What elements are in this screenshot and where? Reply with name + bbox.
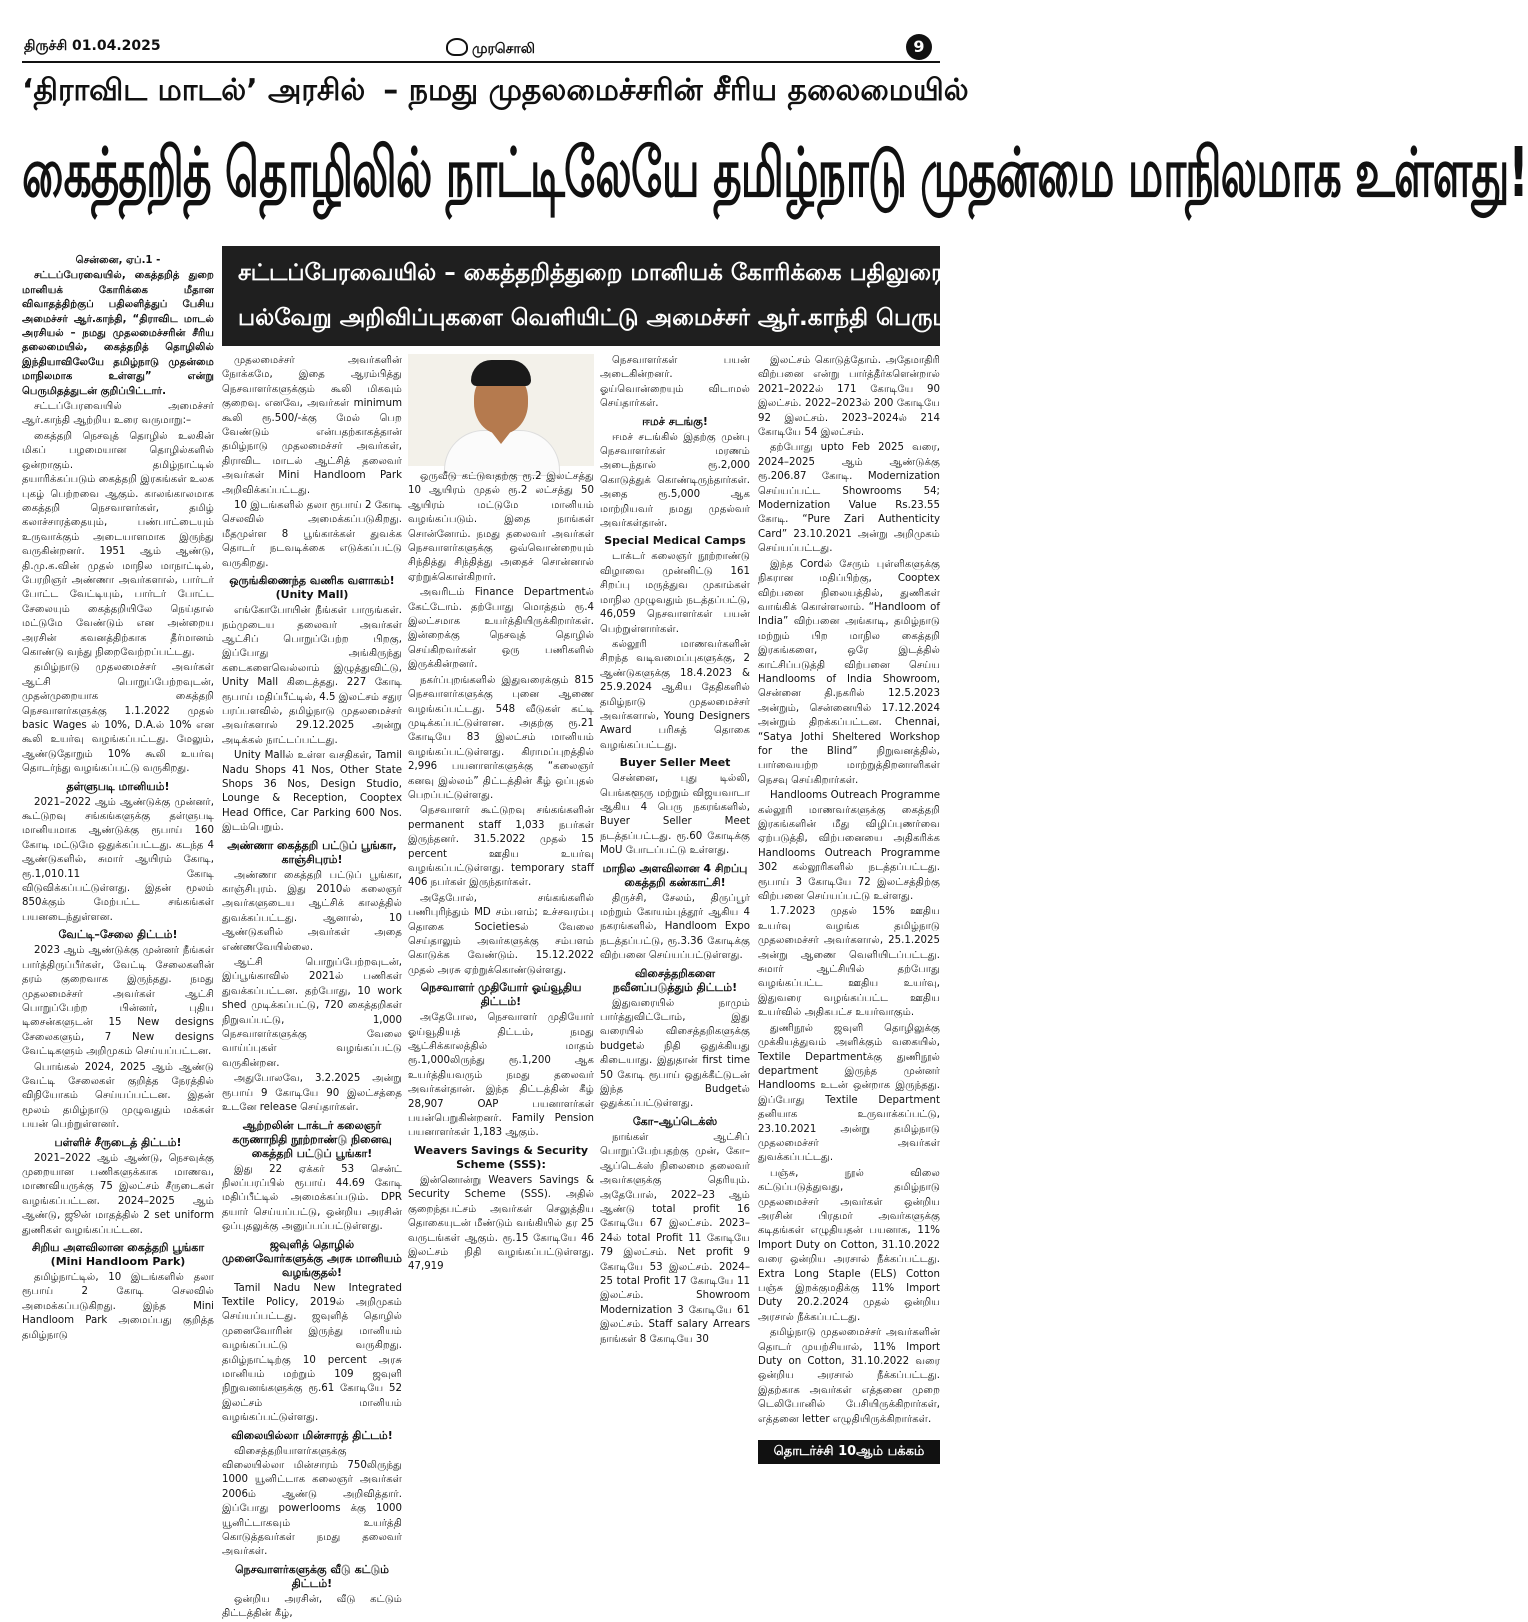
paragraph: பொங்கல் 2024, 2025 ஆம் ஆண்டு வேட்டி சேலைகள் குறித்த நேரத்தில் விநியோகம் செய்யப்பட்டன. இதன் மூலம் தமிழ்நாடு முழுவதும் மக்கள் பயன் பெற்றுள்ளனர்.	[22, 1061, 214, 1131]
subhead-box	[222, 246, 1000, 346]
section-heading: விசைத்தறிகளை நவீனப்படுத்தும் திட்டம்!	[612, 966, 738, 994]
newspaper-logo	[446, 38, 535, 59]
section-heading: வேட்டி–சேலை திட்டம்!	[58, 928, 178, 942]
paragraph: 2021–2022 ஆம் ஆண்டுக்கு முன்னர், கூட்டுறவு சங்கங்களுக்கு தள்ளுபடி மானியமாக ஆண்டுக்கு ரூபாய் 160 கோடி மட்டுமே ஒதுக்கப்பட்டது. கடந்த 4 ஆண்டுகளில், சுமார் ஆயிரம் கோடி, ரூ.1,010.11 கோடி விடுவிக்கப்பட்டுள்ளது. இதன் மூலம் 850க்கும் மேற்பட்ட சங்கங்கள் பயனடைந்துள்ளன.	[22, 796, 214, 923]
paragraph: அவரிடம் Finance Departmentல் கேட்டோம். தற்போது மொத்தம் ரூ.4 இலட்சமாக உயர்த்தியிருக்கிறார்கள். இன்றைக்கு நெசவுத் தொழில் செய்கிறவர்கள் ஒரு பணிகளில் இருக்கின்றனர்.	[408, 587, 594, 671]
article-column-4	[600, 354, 750, 1490]
issue-date: திருச்சி 01.04.2025	[24, 38, 161, 54]
paragraph: இலட்சம் கொடுத்தோம். அதேமாதிரி விற்பனை என்று பார்த்தீர்களென்றால் 2021–2022ல் 171 கோடியே 90 இலட்சம். 2022–2023ல் 200 கோடியே 92 இலட்சம். 2023–2024ல் 214 கோடியே 54 இலட்சம்.	[758, 355, 940, 439]
section-heading: ஒருங்கிணைந்த வணிக வளாகம்! (Unity Mall)	[229, 574, 395, 602]
paragraph: துணிநூல் ஜவுளி தொழிலுக்கு முக்கியத்துவம் அளிக்கும் வகையில், Textile Departmentக்கு துணிநூல் department இருந்த முன்னர் Handlooms உடன் ஒன்றாக இருந்தது. இப்போது Textile Department தனியாக உருவாக்கப்பட்டு, 23.10.2021 அன்று தமிழ்நாடு முதலமைச்சர் அவர்கள் துவக்கப்பட்டது.	[758, 1022, 940, 1164]
kicker-right: – நமது முதலமைச்சரின் சீரிய தலைமையில்	[383, 73, 969, 108]
section-heading: அண்ணா கைத்தறி பட்டுப் பூங்கா, காஞ்சிபுரம்!	[227, 838, 397, 866]
paragraph: கல்லூரி மாணவர்களின் சிறந்த வடிவமைப்புகளுக்கு, 2 ஆண்டுகளுக்கு 18.4.2023 & 25.9.2024 ஆகிய தேதிகளில் தமிழ்நாடு முதலமைச்சர் அவர்களால், Young Designers Award பரிசுத் தொகை வழங்கப்பட்டது.	[600, 638, 750, 751]
subhead-line-2: பல்வேறு அறிவிப்புகளை வெளியிட்டு அமைச்சர் ஆர்.காந்தி பெருமிதம்!	[238, 305, 1000, 331]
section-heading: கோ–ஆப்டெக்ஸ்	[632, 1114, 718, 1128]
section-heading: பள்ளிச் சீருடைத் திட்டம்!	[54, 1135, 182, 1149]
paragraph: நகர்ப்புறங்களில் இதுவரைக்கும் 815 நெசவாளர்களுக்கு புனை ஆணை வழங்கப்பட்டது. 548 வீடுகள் கட்டி முடிக்கப்பட்டுள்ளன. அதற்கு ரூ.21 கோடியே 83 இலட்சம் மானியம் வழங்கப்பட்டுள்ளது. கிராமப்புறத்தில் 2,996 பயனாளர்களுக்கு “கலைஞர் கனவு இல்லம்” திட்டத்தின் கீழ் ஒப்புதல் பெறப்பட்டுள்ளது.	[408, 674, 594, 801]
paragraph: சென்னை, புது டில்லி, பெங்களூரு மற்றும் விஜயவாடா ஆகிய 4 பெரு நகரங்களில், Buyer Seller Meet நடத்தப்பட்டது. ரூ.60 கோடிக்கு MoU போடப்பட்டு உள்ளது.	[600, 773, 750, 857]
paragraph: கைத்தறி நெசவுத் தொழில் உலகின் மிகப் பழமையான தொழில்களில் ஒன்றாகும். தமிழ்நாட்டில் தயாரிக்கப்படும் கைத்தறி இரகங்கள் உலக புகழ் பெற்றவை ஆகும். காலங்காலமாக கைத்தறி நெசவாளர்கள், தமிழ் கலாச்சாரத்தையும், பண்பாட்டையும் உருவாக்கும் அடையாளமாக இருந்து வருகின்றனர். 1951 ஆம் ஆண்டு, தி.மு.க.வின் முதல் மாநில மாநாட்டில், பேரறிஞர் அண்ணா அவர்களால், பார்டர் போட்ட வேட்டியும், பார்டர் போட்ட சேலையும் கைத்தறியிலே நெய்தால் மட்டுமே வேண்டும் என அன்றைய அரசின் கவனத்திற்காக தீர்மானம் கொண்டு வந்து நிறைவேற்றப்பட்டது.	[22, 430, 214, 658]
section-heading: நெசவாளர்களுக்கு வீடு கட்டும் திட்டம்!	[234, 1562, 390, 1590]
paragraph: சட்டப்பேரவையில் அமைச்சர் ஆர்.காந்தி ஆற்றிய உரை வருமாறு:–	[22, 401, 214, 427]
paragraph: ஒன்றிய அரசின், வீடு கட்டும் திட்டத்தின் கீழ்,	[222, 1593, 402, 1620]
paragraph: விசைத்தறியாளர்களுக்கு விலையில்லா மின்சாரம் 750லிருந்து 1000 யூனிட்டாக கலைஞர் அவர்கள் 2006ம் ஆண்டு அறிவித்தார். இப்போது powerlooms க்கு 1000 யூனிட்டாகவும் உயர்த்தி கொடுத்தவர்கள் நமது தலைவர் அவர்கள்.	[222, 1445, 402, 1558]
paragraph: ஆட்சி பொறுப்பேற்றவுடன், இப்பூங்காவில் 2021ல் பணிகள் துவக்கப்பட்டன. தற்போது, 10 work shed முடிக்கப்பட்டு, 720 கைத்தறிகள் நிறுவப்பட்டு, 1,000 நெசவாளர்களுக்கு வேலை வாய்ப்புகள் வழங்கப்பட்டு வருகின்றன.	[222, 957, 402, 1069]
paragraph: நெசவாளர் கூட்டுறவு சங்கங்களின் permanent staff 1,033 நபர்கள் இருந்தனர். 31.5.2022 முதல் 15 percent ஊதிய உயர்வு வழங்கப்பட்டுள்ளது. temporary staff 406 நபர்கள் இருந்தார்கள்.	[408, 805, 594, 889]
paragraph: ஒருவீடு கட்டுவதற்கு ரூ.2 இலட்சத்து 10 ஆயிரம் முதல் ரூ.2 லட்சத்து 50 ஆயிரம் மட்டுமே மானியம் வழங்கப்படும். இதை நாங்கள் சொன்னோம். நமது தலைவர் அவர்கள் நெசவாளர்களுக்கு ஒவ்வொன்றையும் சிந்தித்து சிந்தித்து அதைச் சொன்னால் ஏற்றுக்கொள்கிறார்.	[408, 471, 594, 583]
paragraph: தமிழ்நாட்டில், 10 இடங்களில் தலா ரூபாய் 2 கோடி செலவில் அமைக்கப்படுகிறது. இந்த Mini Handloom Park அமைப்பது குறித்த தமிழ்நாடு	[22, 1272, 214, 1341]
article-column-1	[22, 254, 214, 1490]
paragraph: ஈமச் சடங்கில் இதற்கு முன்பு நெசவாளர்கள் மரணம் அடைந்தால் ரூ.2,000 கொடுத்துக் கொண்டிருந்தார்கள். அதை ரூ.5,000 ஆக மாற்றியவர் நமது முதல்வர் அவர்கள்தான்.	[600, 431, 750, 530]
photo-hair	[471, 360, 531, 386]
elephant-logo-icon	[446, 38, 468, 56]
paragraph: அதேபோல், சங்கங்களில் பணிபுரிந்தும் MD சம்பளம்; உச்சவரம்பு தொகை Societiesல் வேலை செய்தாலும் அவர்களுக்கு சம்பளம் கொடுக்க வேண்டும். 15.12.2022 முதல் அரசு ஏற்றுக்கொண்டுள்ளது.	[408, 892, 594, 976]
minister-photo	[408, 354, 594, 466]
paragraph: Unity Mallல் உள்ள வசதிகள், Tamil Nadu Shops 41 Nos, Other State Shops 36 Nos, Design Studio, Lounge & Reception, Cooptex Head Office, Car Parking 600 Nos. இடம்பெறும்.	[222, 750, 402, 834]
paragraph: திருச்சி, சேலம், திருப்பூர் மற்றும் கோயம்புத்தூர் ஆகிய 4 நகரங்களில், Handloom Expo நடத்தப்பட்டு, ரூ.3.36 கோடிக்கு விற்பனை செய்யப்பட்டுள்ளது.	[600, 892, 750, 962]
section-heading: ஆற்றலின் டாக்டர் கலைஞர் கருணாநிதி நூற்றாண்டு நினைவு கைத்தறி பட்டுப் பூங்கா!	[232, 1118, 392, 1160]
section-heading: மாநில அளவிலான 4 சிறப்பு கைத்தறி கண்காட்சி!	[602, 861, 748, 889]
section-heading: விலையில்லா மின்சாரத் திட்டம்!	[231, 1428, 393, 1442]
kicker-left: ‘திராவிட மாடல்’ அரசில்	[22, 73, 366, 108]
paragraph: அதுபோலவே, 3.2.2025 அன்று ரூபாய் 9 கோடியே 90 இலட்சத்தை உடனே release செய்தார்கள்.	[222, 1073, 402, 1114]
paragraph: 2023 ஆம் ஆண்டுக்கு முன்னர் நீங்கள் பார்த்திருப்பீர்கள், வேட்டி சேலைகளின் தரம் குறைவாக இருந்தது. நமது முதலமைச்சர் அவர்கள் ஆட்சி பொறுப்பேற்ற பின்னர், புதிய டிசைன்களுடன் 15 New designs சேலைகளும், 7 New designs வேட்டிகளும் அறிமுகம் செய்யப்பட்டன.	[22, 945, 214, 1058]
paragraph: தற்போது upto Feb 2025 வரை, 2024–2025 ஆம் ஆண்டுக்கு ரூ.206.87 கோடி. Modernization செய்யப்பட்ட Showrooms 54; Modernization Value Rs.23.55 கோடி. “Pure Zari Authenticity Card” 23.10.2021 அன்று அறிமுகம் செய்யப்பட்டது.	[758, 442, 940, 555]
paragraph: Tamil Nadu New Integrated Textile Policy, 2019ல் அறிமுகம் செய்யப்பட்டது. ஜவுளித் தொழில் முனைவோரின் இருந்து மானியம் வழங்கப்பட்டு வருகிறது. தமிழ்நாட்டிற்கு 10 percent அரசு மானியம் மற்றும் 109 ஜவுளி நிறுவனங்களுக்கு ரூ.61 கோடியே 52 இலட்சம் மானியம் வழங்கப்பட்டுள்ளது.	[222, 1282, 402, 1424]
dateline: சென்னை, ஏப்.1 -	[75, 255, 161, 266]
paragraph: முதலமைச்சர் அவர்களின் நோக்கமே, இதை ஆரம்பித்து நெசவாளர்களுக்கும் கூலி மிகவும் குறைவு. எனவே, அவர்கள் minimum கூலி ரூ.500/-க்கு மேல் பெற வேண்டும் என்பதற்காகத்தான் தமிழ்நாடு முதலமைச்சர் அவர்கள், திராவிட மாடல் ஆட்சித் தலைவர் அவர்கள் Mini Handloom Park அறிவிக்கப்பட்டது.	[222, 355, 402, 496]
paragraph: எங்கோபோயின் நீங்கள் பாருங்கள். நம்முடைய தலைவர் அவர்கள் ஆட்சிப் பொறுப்பேற்ற பிறகு, இப்போது அங்கிருந்து கடைகளைவெல்லாம் இழுத்துவிட்டு, Unity Mall கிடைத்தது. 227 கோடி ரூபாய் மதிப்பீட்டில், 4.5 இலட்சம் சதுர பரப்பளவில், தமிழ்நாடு முதலமைச்சர் அவர்களால் 29.12.2025 அன்று அடிக்கல் நாட்டப்பட்டது.	[222, 605, 403, 746]
paragraph: 1.7.2023 முதல் 15% ஊதிய உயர்வு வழங்க தமிழ்நாடு முதலமைச்சர் அவர்களால், 25.1.2025 அன்று ஆணை வெளியிடப்பட்டது. சுமார் ஆட்சியில் தற்போது வழங்கப்பட்ட ஊதிய உயர்வு, இதுவரை வழங்கப்பட்ட ஊதிய உயர்வில் அதிகபட்ச உயர்வாகும்.	[758, 906, 940, 1019]
paragraph: தமிழ்நாடு முதலமைச்சர் அவர்கள் ஆட்சி பொறுப்பேற்றவுடன், முதன்முறையாக கைத்தறி நெசவாளர்களுக்கு 1.1.2022 முதல் basic Wages ல் 10%, D.A.ல் 10% என கூலி உயர்வு வழங்கப்பட்டது. மேலும், ஆண்டுதோறும் 10% கூலி உயர்வு தொடர்ந்து வழங்கப்பட்டு வருகிறது.	[22, 662, 214, 775]
paragraph: அதேபோல, நெசவாளர் முதியோர் ஓய்வூதியத் திட்டம், நமது ஆட்சிக்காலத்தில் மாதம் ரூ.1,000லிருந்து ரூ.1,200 ஆக உயர்த்தியவரும் நமது தலைவர் அவர்கள்தான். இந்த திட்டத்தின் கீழ் 28,907 OAP பயனாளர்கள் பயன்பெறுகின்றனர். Family Pension பயனாளர்கள் 1,183 ஆகும்.	[408, 1012, 594, 1139]
paragraph: Handlooms Outreach Programme கல்லூரி மாணவர்களுக்கு கைத்தறி இரகங்களின் மீது விழிப்புணர்வை ஏற்படுத்தி, விற்பனையை அதிகரிக்க Handlooms Outreach Programme 302 கல்லூரிகளில் நடத்தப்பட்டது. ரூபாய் 3 கோடியே 72 இலட்சத்திற்கு விற்பனை செய்யப்பட்டு உள்ளது.	[758, 790, 941, 903]
section-heading: தள்ளுபடி மானியம்!	[66, 779, 170, 793]
article-column-5	[758, 354, 940, 1434]
paragraph: இது 22 ஏக்கர் 53 சென்ட் நிலப்பரப்பில் ரூபாய் 44.69 கோடி மதிப்பீட்டில் அமைக்கப்படும். DPR தயார் செய்யப்பட்டு, ஒன்றிய அரசின் ஒப்புதலுக்கு அனுப்பப்பட்டுள்ளது.	[222, 1163, 402, 1233]
paragraph: 10 இடங்களில் தலா ரூபாய் 2 கோடி செலவில் அமைக்கப்படுகிறது. மீதமுள்ள 8 பூங்காக்கள் துவக்க தொடர் நடவடிக்கை எடுக்கப்பட்டு வருகிறது.	[222, 500, 402, 569]
section-heading: சிறிய அளவிலான கைத்தறி பூங்கா (Mini Handloom Park)	[31, 1241, 205, 1268]
section-heading: ஈமச் சடங்கு!	[642, 414, 708, 428]
paragraph: டாக்டர் கலைஞர் நூற்றாண்டு விழாவை முன்னிட்டு 161 சிறப்பு மருத்துவ முகாம்கள் மாநில முழுவதும் நடத்தப்பட்டு, 46,059 நெசவாளர்கள் பயன் பெற்றுள்ளார்கள்.	[600, 551, 750, 635]
section-heading: Weavers Savings & Security Scheme (SSS):	[413, 1143, 589, 1171]
logo-text: முரசொலி	[472, 41, 535, 57]
page-number: 9	[906, 34, 932, 60]
paragraph: இந்த Cordல் சேரும் புள்ளிகளுக்கு நிகரான மதிப்பிற்கு, Cooptex விற்பனை நிலையத்தில், துணிகள் வாங்கிக் கொள்ளலாம். “Handloom of India” விற்பனை அங்காடி, தமிழ்நாடு மற்றும் பிற மாநில கைத்தறி இரகங்களை, ஒரே இடத்தில் காட்சிப்படுத்தி விற்பனை செய்ய Handlooms of India Showroom, சென்னை தி.நகரில் 12.5.2023 அன்றும், சென்னையில் 17.12.2024 அன்றும் திறக்கப்பட்டன. Chennai, “Satya Jothi Sheltered Workshop for the Blind” நிறுவனத்தில், பார்வையற்ற மாற்றுத்திறனாளிகள் நெசவு செய்கிறார்கள்.	[758, 558, 940, 786]
article-intro: சட்டப்பேரவையில், கைத்தறித் துறை மானியக் கோரிக்கை மீதான விவாதத்திற்குப் பதிலளித்துப் பேசிய அமைச்சர் ஆர்.காந்தி, “திராவிட மாடல் அரசியல் – நமது முதலமைச்சரின் சீரிய தலைமையில், கைத்தறித் தொழிலில் இந்தியாவிலேயே தமிழ்நாடு முதன்மை மாநிலமாக உள்ளது” என்று பெருமிதத்துடன் குறிப்பிட்டார்.	[22, 270, 214, 397]
section-heading: நெசவாளர் முதியோர் ஓய்வூதிய திட்டம்!	[420, 981, 582, 1009]
paragraph: இன்னொன்று Weavers Savings & Security Scheme (SSS). அதில் குறைந்தபட்சம் அவர்கள் செலுத்திய தொகையுடன் மீண்டும் வங்கியில் தர 25 வருடங்கள் ஆகும். ரூ.15 கோடியே 46 இலட்சம் நிதி வழங்கப்பட்டுள்ளது. 47,919	[408, 1174, 594, 1273]
paragraph: நாங்கள் ஆட்சிப் பொறுப்பேற்பதற்கு முன், கோ–ஆப்டெக்ஸ் நிலைமை தலைவர் அவர்களுக்கு தெரியும். அதேபோல், 2022–23 ஆம் ஆண்டு total profit 16 கோடியே 67 இலட்சம். 2023–24ல் total Profit 11 கோடியே 79 இலட்சம். Net profit 9 கோடியே 53 இலட்சம். 2024–25 total Profit 17 கோடியே 11 இலட்சம். Showroom Modernization 3 கோடியே 61 இலட்சம். Staff salary Arrears நாங்கள் 8 கோடியே 30	[600, 1131, 750, 1345]
section-heading: Buyer Seller Meet	[619, 756, 731, 770]
main-headline: கைத்தறித் தொழிலில் நாட்டிலேயே தமிழ்நாடு முதன்மை மாநிலமாக உள்ளது!	[22, 134, 1528, 214]
section-heading: ஜவுளித் தொழில் முனைவோர்களுக்கு அரசு மானியம் வழங்குதல்!	[222, 1237, 402, 1279]
article-column-3	[408, 470, 594, 1490]
continued-on-page-10[interactable]: தொடர்ச்சி 10ஆம் பக்கம்	[758, 1440, 940, 1464]
article-column-2	[222, 354, 403, 1620]
paragraph: நெசவாளர்கள் பயன் அடைகின்றனர். ஓய்வொன்றையும் விடாமல் செய்தார்கள்.	[600, 355, 750, 410]
paragraph: அண்ணா கைத்தறி பட்டுப் பூங்கா, காஞ்சிபுரம். இது 2010ல் கலைஞர் அவர்களுடைய ஆட்சிக் காலத்தில் துவக்கப்பட்டது. ஆனால், 10 ஆண்டுகளில் அவர்கள் அதை எண்ணவேயில்லை.	[222, 869, 402, 953]
paragraph: தமிழ்நாடு முதலமைச்சர் அவர்களின் தொடர் முயற்சியால், 11% Import Duty on Cotton, 31.10.2022 வரை ஒன்றிய அரசால் நீக்கப்பட்டது. இதற்காக அவர்கள் எத்தனை முறை டெலிபோனில் பேசியிருக்கிறார்கள், எத்தனை letter எழுதியிருக்கிறார்கள்.	[758, 1327, 940, 1425]
paragraph: 2021–2022 ஆம் ஆண்டு, நெசவுக்கு முறையான பணிகளுக்காக மாணவ, மாணவியருக்கு 75 இலட்சம் சீருடைகள் வழங்கப்பட்டன. 2024–2025 ஆம் ஆண்டு, ஜூன் மாதத்தில் 2 set uniform துணிகள் வழங்கப்பட்டன.	[22, 1152, 214, 1236]
paragraph: பஞ்சு, நூல் விலை கட்டுப்படுத்துவது, தமிழ்நாடு முதலமைச்சர் அவர்கள் ஒன்றிய அரசின் பிரதமர் அவர்களுக்கு கடிதங்கள் எழுதியதன் பயனாக, 11% Import Duty on Cotton, 31.10.2022 வரை ஒன்றிய அரசால் நீக்கப்பட்டது. Extra Long Staple (ELS) Cotton பஞ்சு இறக்குமதிக்கு 11% Import Duty 20.2.2024 முதல் ஒன்றிய அரசால் நீக்கப்பட்டது.	[758, 1167, 940, 1323]
subhead-line-1: சட்டப்பேரவையில் – கைத்தறித்துறை மானியக் கோரிக்கை பதிலுரையில்–	[238, 260, 998, 286]
section-heading: Special Medical Camps	[604, 534, 746, 548]
masthead-rule	[22, 61, 940, 63]
masthead	[0, 0, 972, 62]
paragraph: இதுவரையில் நாமும் பார்த்துவிட்டோம், இது வரையில் விசைத்தறிகளுக்கு budgetல் நிதி ஒதுக்கியது கிடையாது. இதுதான் first time 50 கோடி ரூபாய் ஒதுக்கீட்டுடன் இந்த Budgetல் ஒதுக்கப்பட்டுள்ளது.	[600, 997, 750, 1110]
